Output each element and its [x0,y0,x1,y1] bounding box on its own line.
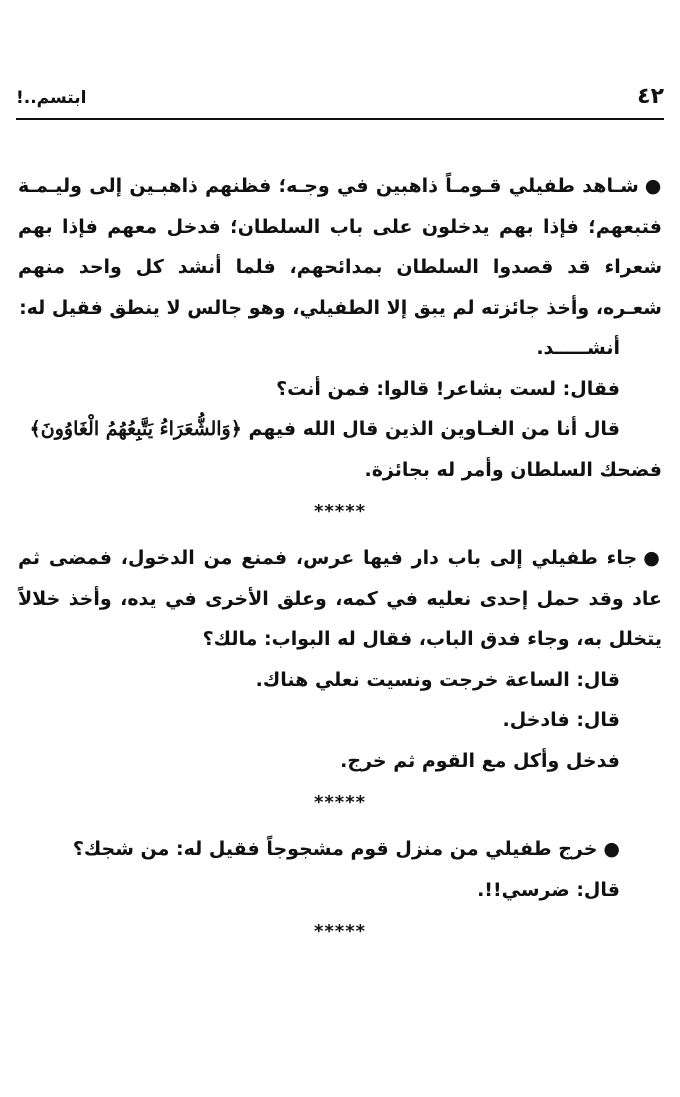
story-3-text: خرج طفيلي من منزل قوم مشجوجاً فقيل له: من شجك؟ [72,838,598,860]
story-2-line-2: قال: فادخل. [502,709,620,731]
story-2-line-1: قال: الساعة خرجت ونسيت نعلي هناك. [255,668,620,691]
bullet-icon: ● [643,547,662,569]
story-1-line-1: أنشـــــد. [536,337,620,359]
section-separator: ***** [313,501,367,522]
story-1-paragraph [18,166,662,328]
story-1-line-4: فضحك السلطان وأمر له بجائزة. [364,458,662,481]
page-header [16,84,664,118]
section-separator: ***** [313,792,367,813]
story-2-line-3: فدخل وأكل مع القوم ثم خرج. [340,749,620,772]
page-body [18,166,662,958]
story-3-paragraph [18,829,662,870]
story-1-line-3 [18,409,662,450]
story-2-text: جاء طفيلي إلى باب دار فيها عرس، فمنع من الدخول، فمضى ثم عاد وقد حمل إحدى نعليه في كمه، وعلق الأخرى في يده، وأخذ خلالاً يتخلل به، وجاء فدق الباب، فقال له البواب: مالك؟ [18,547,662,650]
running-title: ابتسم..! [16,88,87,108]
story-1-text: شـاهد طفيلي قـومـاً ذاهبين في وجـه؛ فظنهم ذاهبـين إلى وليـمـة فتبعهم؛ فإذا بهم يدخلون على باب السلطان؛ فدخل معهم فإذا بهم شعراء قد قصدوا السلطان بمدائحهم، فلما أنشد كل واحد منهم شعـره، وأخذ جائزته لم يبق إلا الطفيلي، وهو جالس لا ينطق فقيل له: [18,175,662,319]
bullet-icon: ● [603,838,620,860]
page-number: ٤٢ [637,84,664,109]
story-3-line-1: قال: ضرسي!!. [477,878,620,901]
section-separator: ***** [313,921,367,942]
quran-verse: ﴿وَالشُّعَرَاءُ يَتَّبِعُهُمُ الْغَاوُونَ﴾ [29,418,242,440]
story-2-paragraph [18,538,662,660]
story-1-line-3-text: قال أنا من الغـاوين الذين قال الله فيهم [248,418,620,440]
header-rule [16,118,664,120]
bullet-icon: ● [644,175,662,197]
story-1-line-2: فقال: لست بشاعر! قالوا: فمن أنت؟ [276,377,620,400]
